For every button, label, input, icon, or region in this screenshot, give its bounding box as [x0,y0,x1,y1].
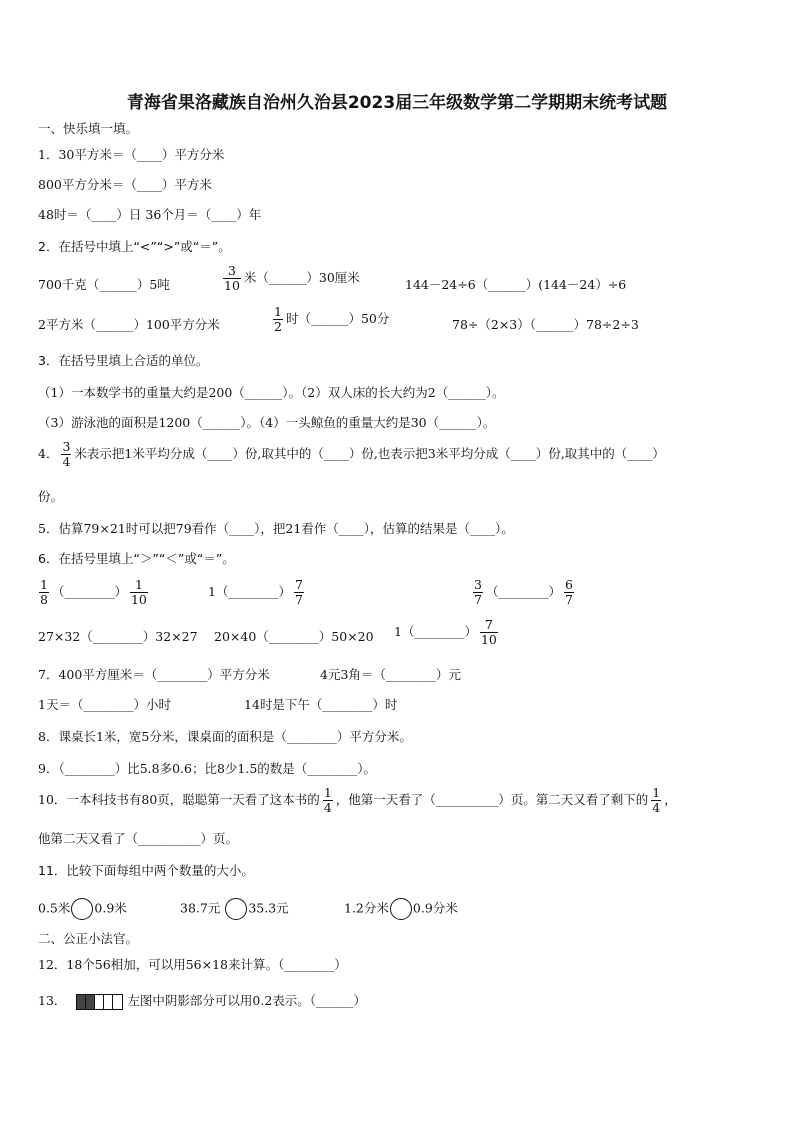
q6-r2b: 20×40（________）50×20 [214,629,374,644]
q11-pair-b: 38.7元 35.3元 [180,898,289,920]
q13-line: 13． 左图中阴影部分可以用0.2表示。（______） [38,993,367,1008]
section-one-heading: 一、快乐填一填。 [38,121,139,136]
q2-r1a: 700千克（______）5吨 [38,277,170,292]
q10-line1: 10．一本科技书有80页，聪聪第一天看了这本书的 $\frac{1}{4}$ ，他第一天看了（__________）页。第二天又看了剩下的 $\frac{1}{4}$ ， [38,785,677,815]
shaded-grid-figure [76,994,123,1010]
q2-r2a: 2平方米（______）100平方分米 [38,317,220,332]
fraction-1-8: $\frac{1}{8}$ [40,577,48,607]
fraction-1-4-b: $\frac{1}{4}$ [652,785,661,815]
q11-pair-c: 1.2分米 0.9分米 [344,898,458,920]
q7-l1b: 4元3角＝（________）元 [320,667,461,682]
q8-line: 8．课桌长1米，宽5分米，课桌面的面积是（________）平方分米。 [38,729,412,744]
fraction-6-7: $\frac{6}{7}$ [564,577,573,607]
q2-r1b: $\frac{3}{10}$ 米（______）30厘米 [224,263,360,293]
compare-circle-b[interactable] [225,898,247,920]
q6-r1a: $\frac{1}{8}$ （________） $\frac{1}{10}$ [40,577,147,607]
q1-line2: 800平方分米＝（____）平方米 [38,177,212,192]
q2-heading: 2．在括号中填上“<”“>”或“＝”。 [38,239,231,254]
section-two-heading: 二、公正小法官。 [38,931,139,946]
q9-line: 9．（________）比5.8多0.6；比8少1.5的数是（________）。 [38,761,377,776]
fraction-3-10: $\frac{3}{10}$ [224,263,240,293]
q6-r2a: 27×32（________）32×27 [38,629,198,644]
q6-heading: 6．在括号里填上“＞”“＜”或“＝”。 [38,551,235,566]
q3-heading: 3．在括号里填上合适的单位。 [38,353,209,368]
q2-r2c: 78÷（2×3）（______）78÷2÷3 [452,317,639,332]
q1-line1: 1．30平方米＝（____）平方分米 [38,147,225,162]
fraction-1-2: $\frac{1}{2}$ [274,304,282,334]
q10-line2: 他第二天又看了（__________）页。 [38,831,239,846]
page-title: 青海省果洛藏族自治州久治县2023届三年级数学第二学期期末统考试题 [126,93,668,113]
q2-r2b: $\frac{1}{2}$ 时（______）50分 [274,304,390,334]
q3-line1: （1）一本数学书的重量大约是200（______）。（2）双人床的长大约为2（______）。 [38,385,505,400]
q7-l2b: 14时是下午（________）时 [244,697,398,712]
fraction-3-4: $\frac{3}{4}$ [62,439,71,469]
fraction-1-10: $\frac{1}{10}$ [130,577,147,607]
compare-circle-a[interactable] [71,898,93,920]
q11-heading: 11．比较下面每组中两个数量的大小。 [38,863,254,878]
q4-line2: 份。 [38,489,64,504]
q7-l2a: 1天＝（________）小时 [38,697,171,712]
fraction-7-7: $\frac{7}{7}$ [294,577,303,607]
q2-r1c: 144－24÷6（______）(144－24）÷6 [405,277,627,292]
compare-circle-c[interactable] [390,898,412,920]
q7-l1a: 7．400平方厘米＝（________）平方分米 [38,667,270,682]
fraction-3-7: $\frac{3}{7}$ [474,577,482,607]
q6-r2c: 1（________） $\frac{7}{10}$ [394,617,497,647]
fraction-1-4-a: $\frac{1}{4}$ [323,785,332,815]
q12-line: 12．18个56相加，可以用56×18来计算。（________） [38,957,347,972]
q6-r1c: $\frac{3}{7}$ （________） $\frac{6}{7}$ [474,577,573,607]
q11-pair-a: 0.5米 0.9米 [38,898,127,920]
fraction-7-10: $\frac{7}{10}$ [480,617,497,647]
q6-r1b: 1（________） $\frac{7}{7}$ [208,577,303,607]
q3-line2: （3）游泳池的面积是1200（______）。（4）一头鲸鱼的重量大约是30（______）。 [38,415,496,430]
q5-line: 5．估算79×21时可以把79看作（____），把21看作（____），估算的结果是（____）。 [38,521,514,536]
q4-line1: 4． $\frac{3}{4}$ 米表示把1米平均分成（____）份,取其中的（____）份,也表示把3米平均分成（____）份,取其中的（____） [38,439,665,469]
q1-line3: 48时＝（____）日 36个月＝（____）年 [38,207,262,222]
